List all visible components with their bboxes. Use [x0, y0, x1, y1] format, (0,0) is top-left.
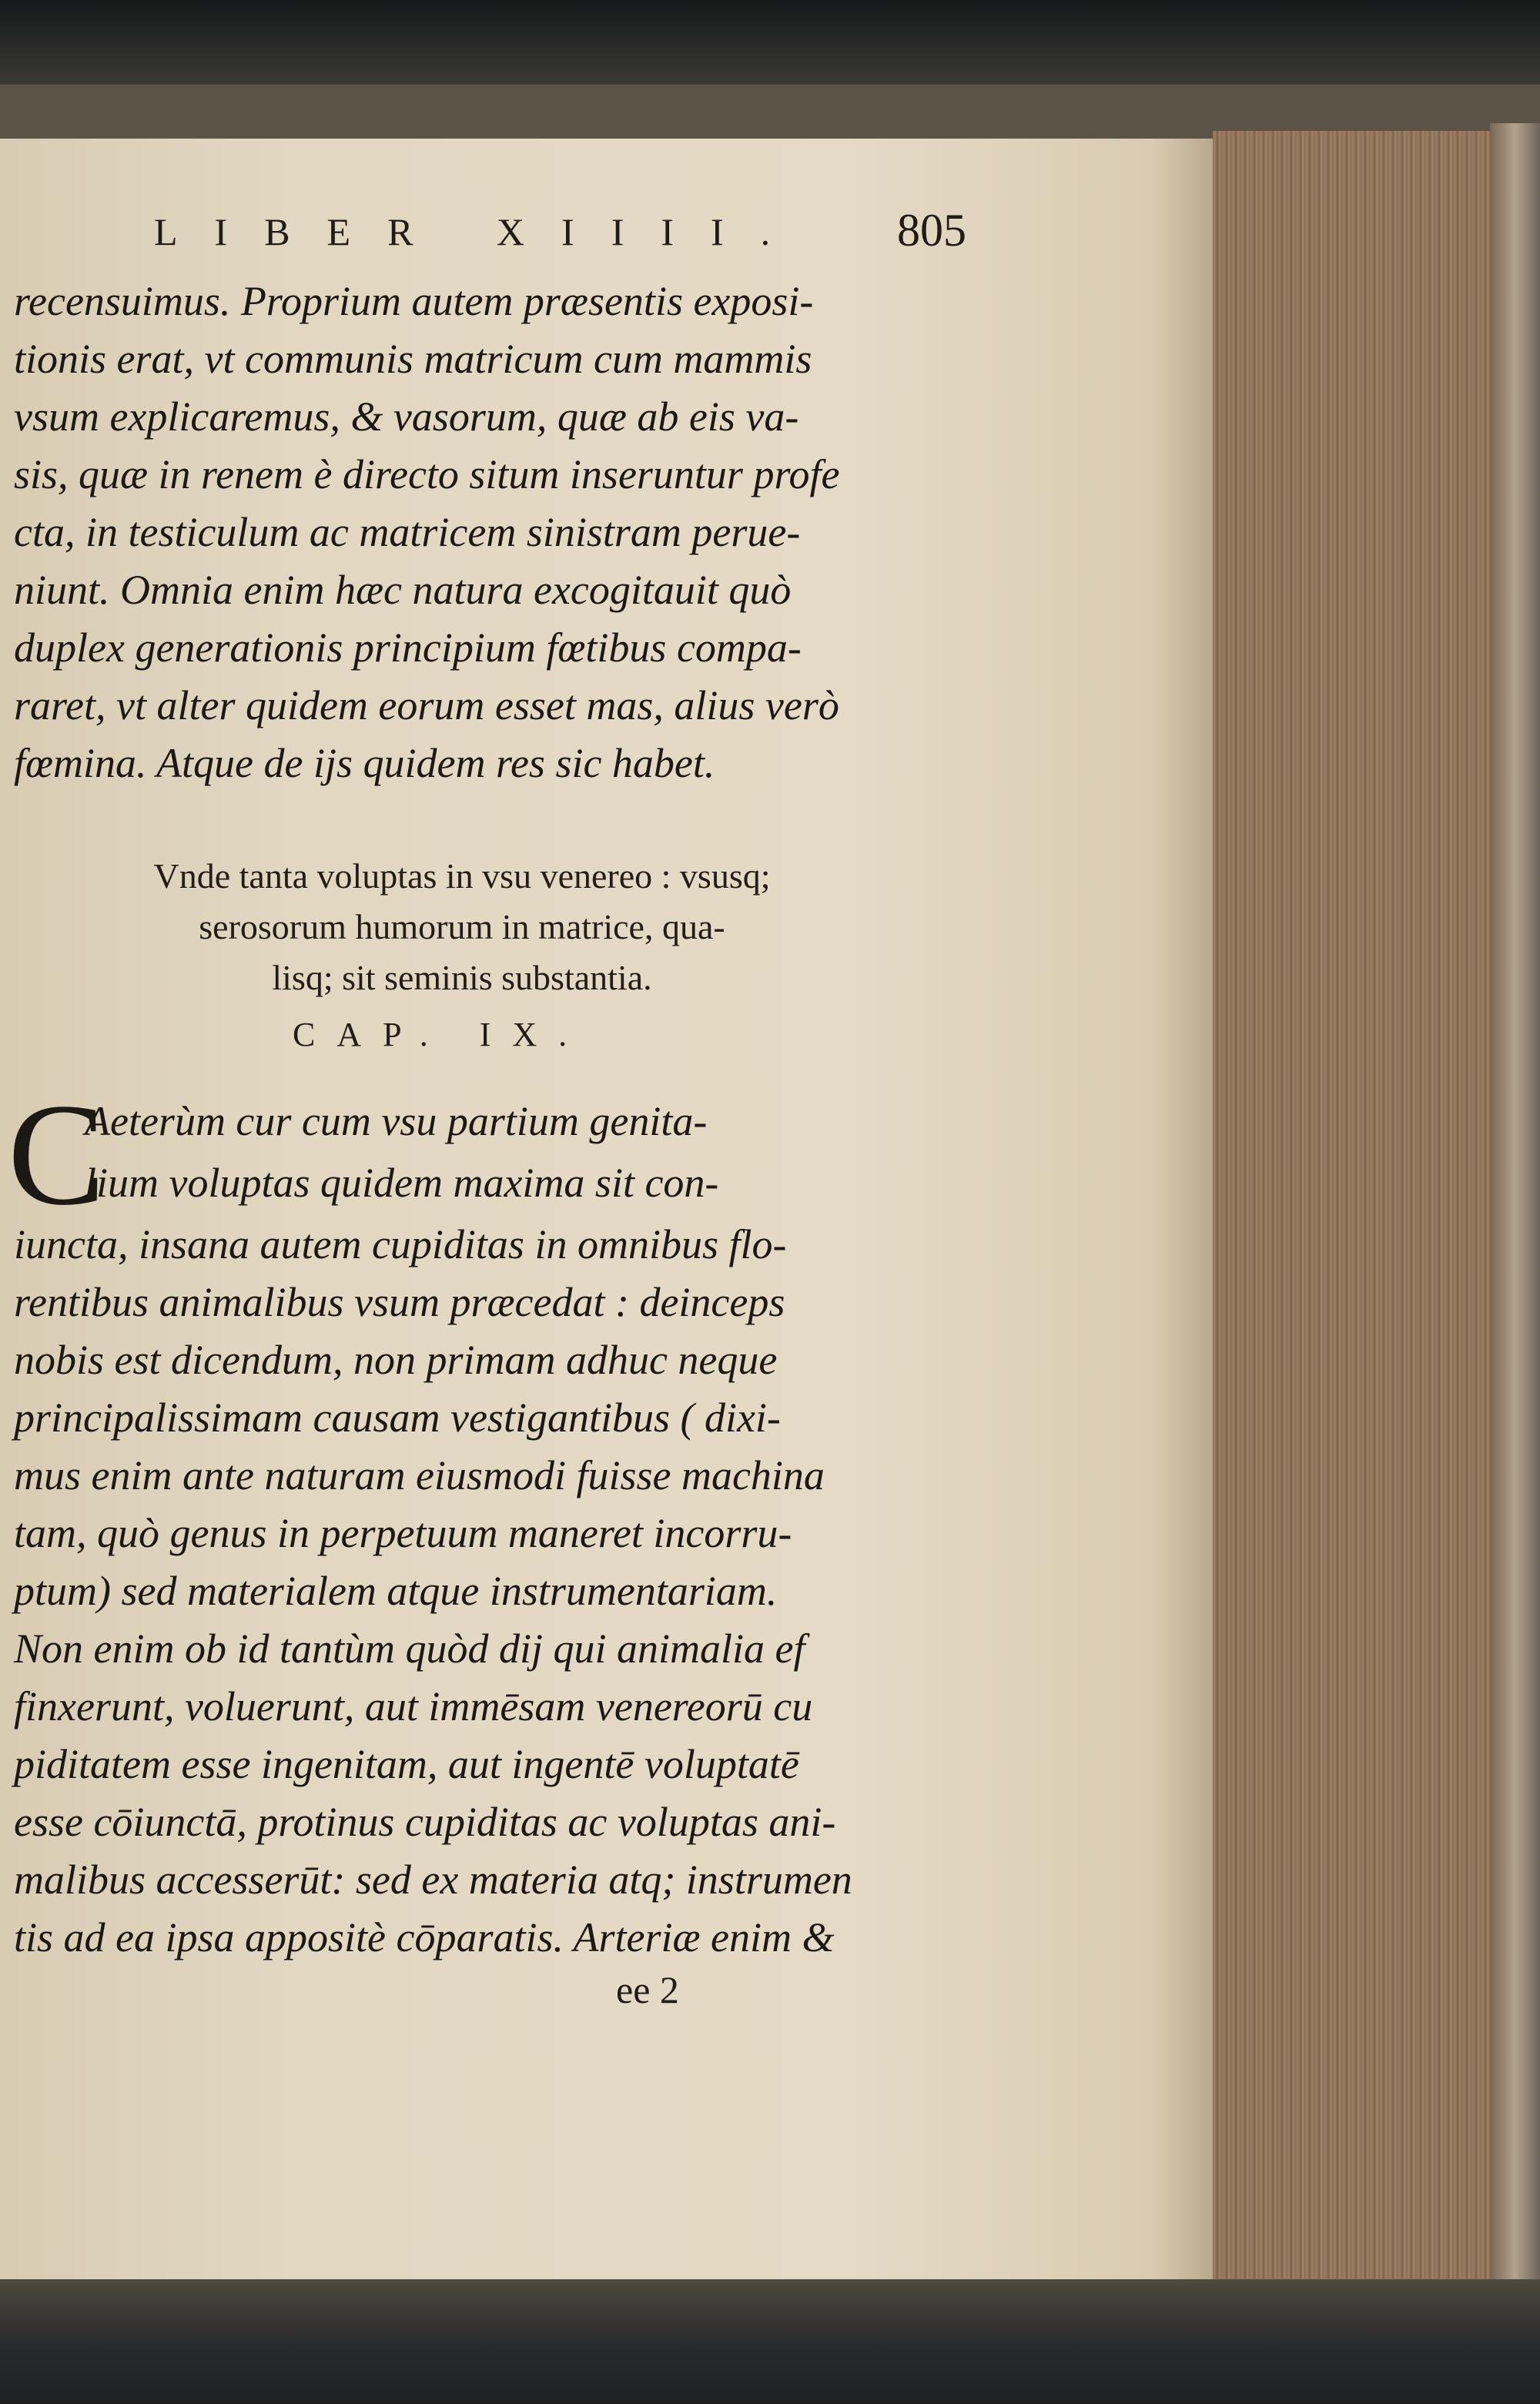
- text-line: vsum explicaremus, & vasorum, quæ ab eis va-: [14, 393, 799, 440]
- book-fore-edge-binding: [1490, 123, 1540, 2302]
- chapter-label: CAP. IX.: [293, 1016, 589, 1053]
- chapter-heading: [23, 851, 901, 1003]
- text-line: iuncta, insana autem cupiditas in omnibus flo-: [14, 1221, 787, 1267]
- text-line: tionis erat, vt communis matricum cum mammis: [14, 336, 812, 382]
- text-line: sis, quæ in renem è directo situm inseruntur profe: [14, 451, 840, 497]
- text-line: Aeterùm cur cum vsu partium genita-: [85, 1098, 708, 1144]
- text-line: ptum) sed materialem atque instrumentariam.: [14, 1568, 778, 1614]
- chapter-heading-line: lisq; sit seminis substantia.: [272, 958, 652, 997]
- text-line: duplex generationis principium fœtibus compa-: [14, 624, 802, 671]
- text-line: tis ad ea ipsa appositè cōparatis. Arteriæ enim &: [14, 1914, 835, 1960]
- text-line: nobis est dicendum, non primam adhuc neque: [14, 1337, 778, 1383]
- chapter-heading-line: Vnde tanta voluptas in vsu venereo : vsusq;: [153, 856, 771, 896]
- drop-cap: C: [8, 1074, 105, 1236]
- chapter-heading-line: serosorum humorum in matrice, qua-: [199, 907, 725, 946]
- text-line: lium voluptas quidem maxima sit con-: [85, 1160, 719, 1206]
- signature-mark: ee 2: [616, 1968, 679, 2011]
- text-line: raret, vt alter quidem eorum esset mas, alius verò: [14, 682, 839, 728]
- running-head: LIBER XIIII.: [154, 210, 808, 253]
- text-line: niunt. Omnia enim hæc natura excogitauit quò: [14, 567, 792, 613]
- text-line: principalissimam causam vestigantibus ( dixi-: [14, 1395, 781, 1441]
- text-line: piditatem esse ingenitam, aut ingentē voluptatē: [14, 1741, 799, 1787]
- text-line: rentibus animalibus vsum præcedat : deinceps: [14, 1279, 785, 1325]
- text-line: mus enim ante naturam eiusmodi fuisse machina: [14, 1452, 825, 1498]
- book-fore-edge: [1213, 131, 1509, 2287]
- text-line: cta, in testiculum ac matricem sinistram perue-: [14, 509, 801, 555]
- text-line: finxerunt, voluerunt, aut immēsam venereorū cu: [14, 1683, 813, 1729]
- text-line: fœmina. Atque de ijs quidem res sic habet.: [14, 740, 715, 786]
- page-number: 805: [897, 205, 966, 256]
- text-line: recensuimus. Proprium autem præsentis exposi-: [14, 278, 814, 324]
- text-line: malibus accesserūt: sed ex materia atq; instrumen: [14, 1857, 852, 1903]
- text-line: esse cōiunctā, protinus cupiditas ac voluptas ani-: [14, 1799, 836, 1845]
- bottom-shadow: [0, 2279, 1540, 2404]
- text-line: tam, quò genus in perpetuum maneret incorru-: [14, 1510, 792, 1556]
- text-line: Non enim ob id tantùm quòd dij qui animalia ef: [14, 1626, 805, 1672]
